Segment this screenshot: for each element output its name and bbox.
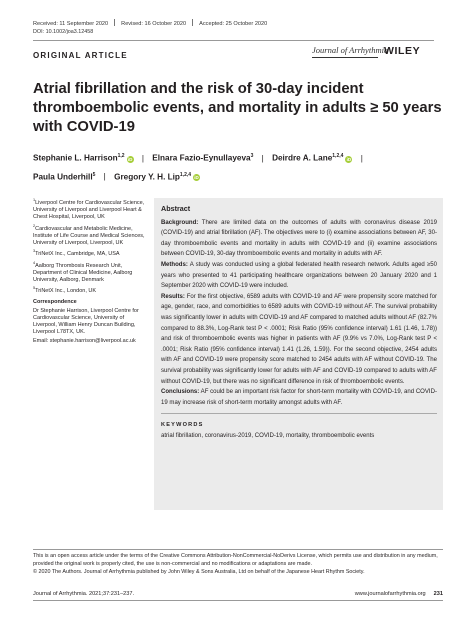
author-list — [33, 148, 443, 185]
article-title: Atrial fibrillation and the risk of 30-day incident thromboembolic events, and mortality in adults ≥ 50 years with COVID-19 — [33, 81, 442, 135]
received-date: Received: 11 September 2020 — [33, 21, 109, 27]
affiliations — [33, 197, 148, 346]
license-rule — [33, 549, 443, 550]
abstract-background: Background: There are limited data on the outcomes of adults with coronavirus disease 2019 (COVID-19) and atrial fibrillation (AF). The objectives were to (i) examine associations between AF, 30-day thromboembolic events and mortality in adults with COVID-19 and (ii) examine associations between COVID-19, 30-day thromboembolic events and mortality in adults with AF. — [161, 219, 437, 258]
author-affiliation-ref: 1,2,4 — [179, 171, 192, 178]
revised-date: Revised: 16 October 2020 — [121, 21, 187, 27]
article-section-label: ORIGINAL ARTICLE — [33, 51, 128, 60]
author-separator: | — [261, 153, 264, 163]
license-notice — [33, 552, 443, 576]
author-separator: | — [360, 153, 363, 163]
keywords: atrial fibrillation, coronavirus-2019, COVID-19, mortality, thromboembolic events — [161, 432, 375, 439]
author-name[interactable]: Stephanie L. Harrison — [33, 153, 118, 163]
affiliation: $^3$TriNetX Inc., Cambridge, MA, USA — [33, 249, 120, 258]
footer-right — [355, 591, 443, 597]
author-affiliation-ref: 1,2,4 — [332, 153, 344, 159]
header-rule — [33, 40, 434, 41]
affiliation: $^1$Liverpool Centre for Cardiovascular Science, University of Liverpool and Liverpool Heart & Chest Hospital, Liverpool, UK — [33, 198, 145, 221]
keywords-divider — [161, 413, 437, 414]
journal-citation: Journal of Arrhythmia. 2021;37:231–237. — [33, 591, 135, 597]
article-dates — [33, 19, 267, 27]
author-affiliation-ref: 1,2 — [117, 153, 125, 159]
journal-logo: Journal of Arrhythmia — [312, 45, 389, 55]
divider — [192, 19, 193, 26]
orcid-icon[interactable]: iD — [194, 175, 199, 181]
correspondence-address: Dr Stephanie Harrison, Liverpool Centre for Cardiovascular Science, University of Liverpool, William Henry Duncan Building, Liverpool L78TX, UK. — [33, 307, 139, 336]
author-name[interactable]: Elnara Fazio-Eynullayeva — [152, 153, 251, 163]
orcid-icon[interactable]: iD — [127, 156, 133, 162]
abstract-box — [154, 198, 443, 510]
author-separator: | — [103, 172, 106, 182]
journal-logo-rule — [312, 57, 378, 58]
abstract-methods: Methods: A study was conducted using a global federated health research network. Adults aged ≥50 years who presented to 41 participating healthcare organizations between 20 January 2020 and 1 September 2020 with COVID-19 were included. — [161, 261, 437, 290]
affiliation: $^2$Cardiovascular and Metabolic Medicine, Institute of Life Course and Medical Sciences, University of Liverpool, Liverpool, UK — [33, 223, 145, 246]
correspondence-email[interactable]: Email: stephanie.harrison@liverpool.ac.uk — [33, 337, 136, 344]
author-name[interactable]: Paula Underhill — [33, 172, 93, 182]
abstract-conclusions: Conclusions: AF could be an important risk factor for short-term mortality with COVID-19, and COVID-19 may increase risk of short-term mortality amongst adults with AF. — [161, 389, 437, 406]
correspondence-heading: Correspondence — [33, 299, 77, 306]
doi[interactable]: DOI: 10.1002/joa3.12458 — [33, 29, 94, 35]
divider — [114, 19, 115, 26]
footer-rule — [33, 600, 443, 601]
affiliation: $^4$Aalborg Thrombosis Research Unit, Department of Clinical Medicine, Aalborg University, Aalborg, Denmark — [33, 260, 133, 283]
license-text: This is an open access article under the terms of the Creative Commons Attribution-NonCommercial-NoDerivs License, which permits use and distribution in any medium, provided the original work is properly cited, the use is non-commercial and no modifications or adaptations are made. — [33, 553, 438, 567]
affiliation: $^5$TriNetX Inc., London, UK — [33, 286, 97, 295]
author-affiliation-ref: 5 — [92, 171, 96, 178]
author-name[interactable]: Deirdre A. Lane — [272, 153, 333, 163]
abstract-heading: Abstract — [161, 204, 191, 213]
keywords-heading: KEYWORDS — [161, 422, 204, 429]
publisher-logo: WILEY — [384, 45, 421, 57]
abstract-results: Results: For the first objective, 6589 adults with COVID-19 and AF were propensity score matched for age, gender, race, and comorbidities to 6589 adults with COVID-19 without AF. The survival probability was significantly lower in adults with COVID-19 and AF compared to matched adults without AF (82.7% compared to 88.3%, Log-Rank test P < .0001; Risk Ratio (95% confidence interval) 1.61 (1.46, 1.78)) and risk of thromboembolic events was higher in patients with AF (9.9% vs 7.0%, Log-Rank test P < .0001; Risk Ratio (95% confidence interval) 1.41 (1.26, 1.59)). For the second objective, 2454 adults with AF and COVID-19 were propensity score matched to 2454 adults with AF without COVID-19. The survival probability was significantly lower for adults with AF and COVID-19 compared to adults with AF without COVID-19, but there was no significant difference in risk of thromboembolic events. — [161, 293, 437, 385]
orcid-icon[interactable]: iD — [346, 156, 352, 162]
author-separator: | — [141, 153, 144, 163]
accepted-date: Accepted: 25 October 2020 — [199, 21, 268, 27]
copyright-text: © 2020 The Authors. Journal of Arrhythmia published by John Wiley & Sons Australia, Ltd on behalf of the Japanese Heart Rhythm Society. — [33, 569, 365, 575]
author-name[interactable]: Gregory Y. H. Lip — [114, 172, 180, 182]
page-number: 231 — [433, 591, 443, 597]
author-affiliation-ref: 3 — [250, 153, 254, 159]
journal-url[interactable]: www.journalofarrhythmia.org — [354, 591, 426, 597]
